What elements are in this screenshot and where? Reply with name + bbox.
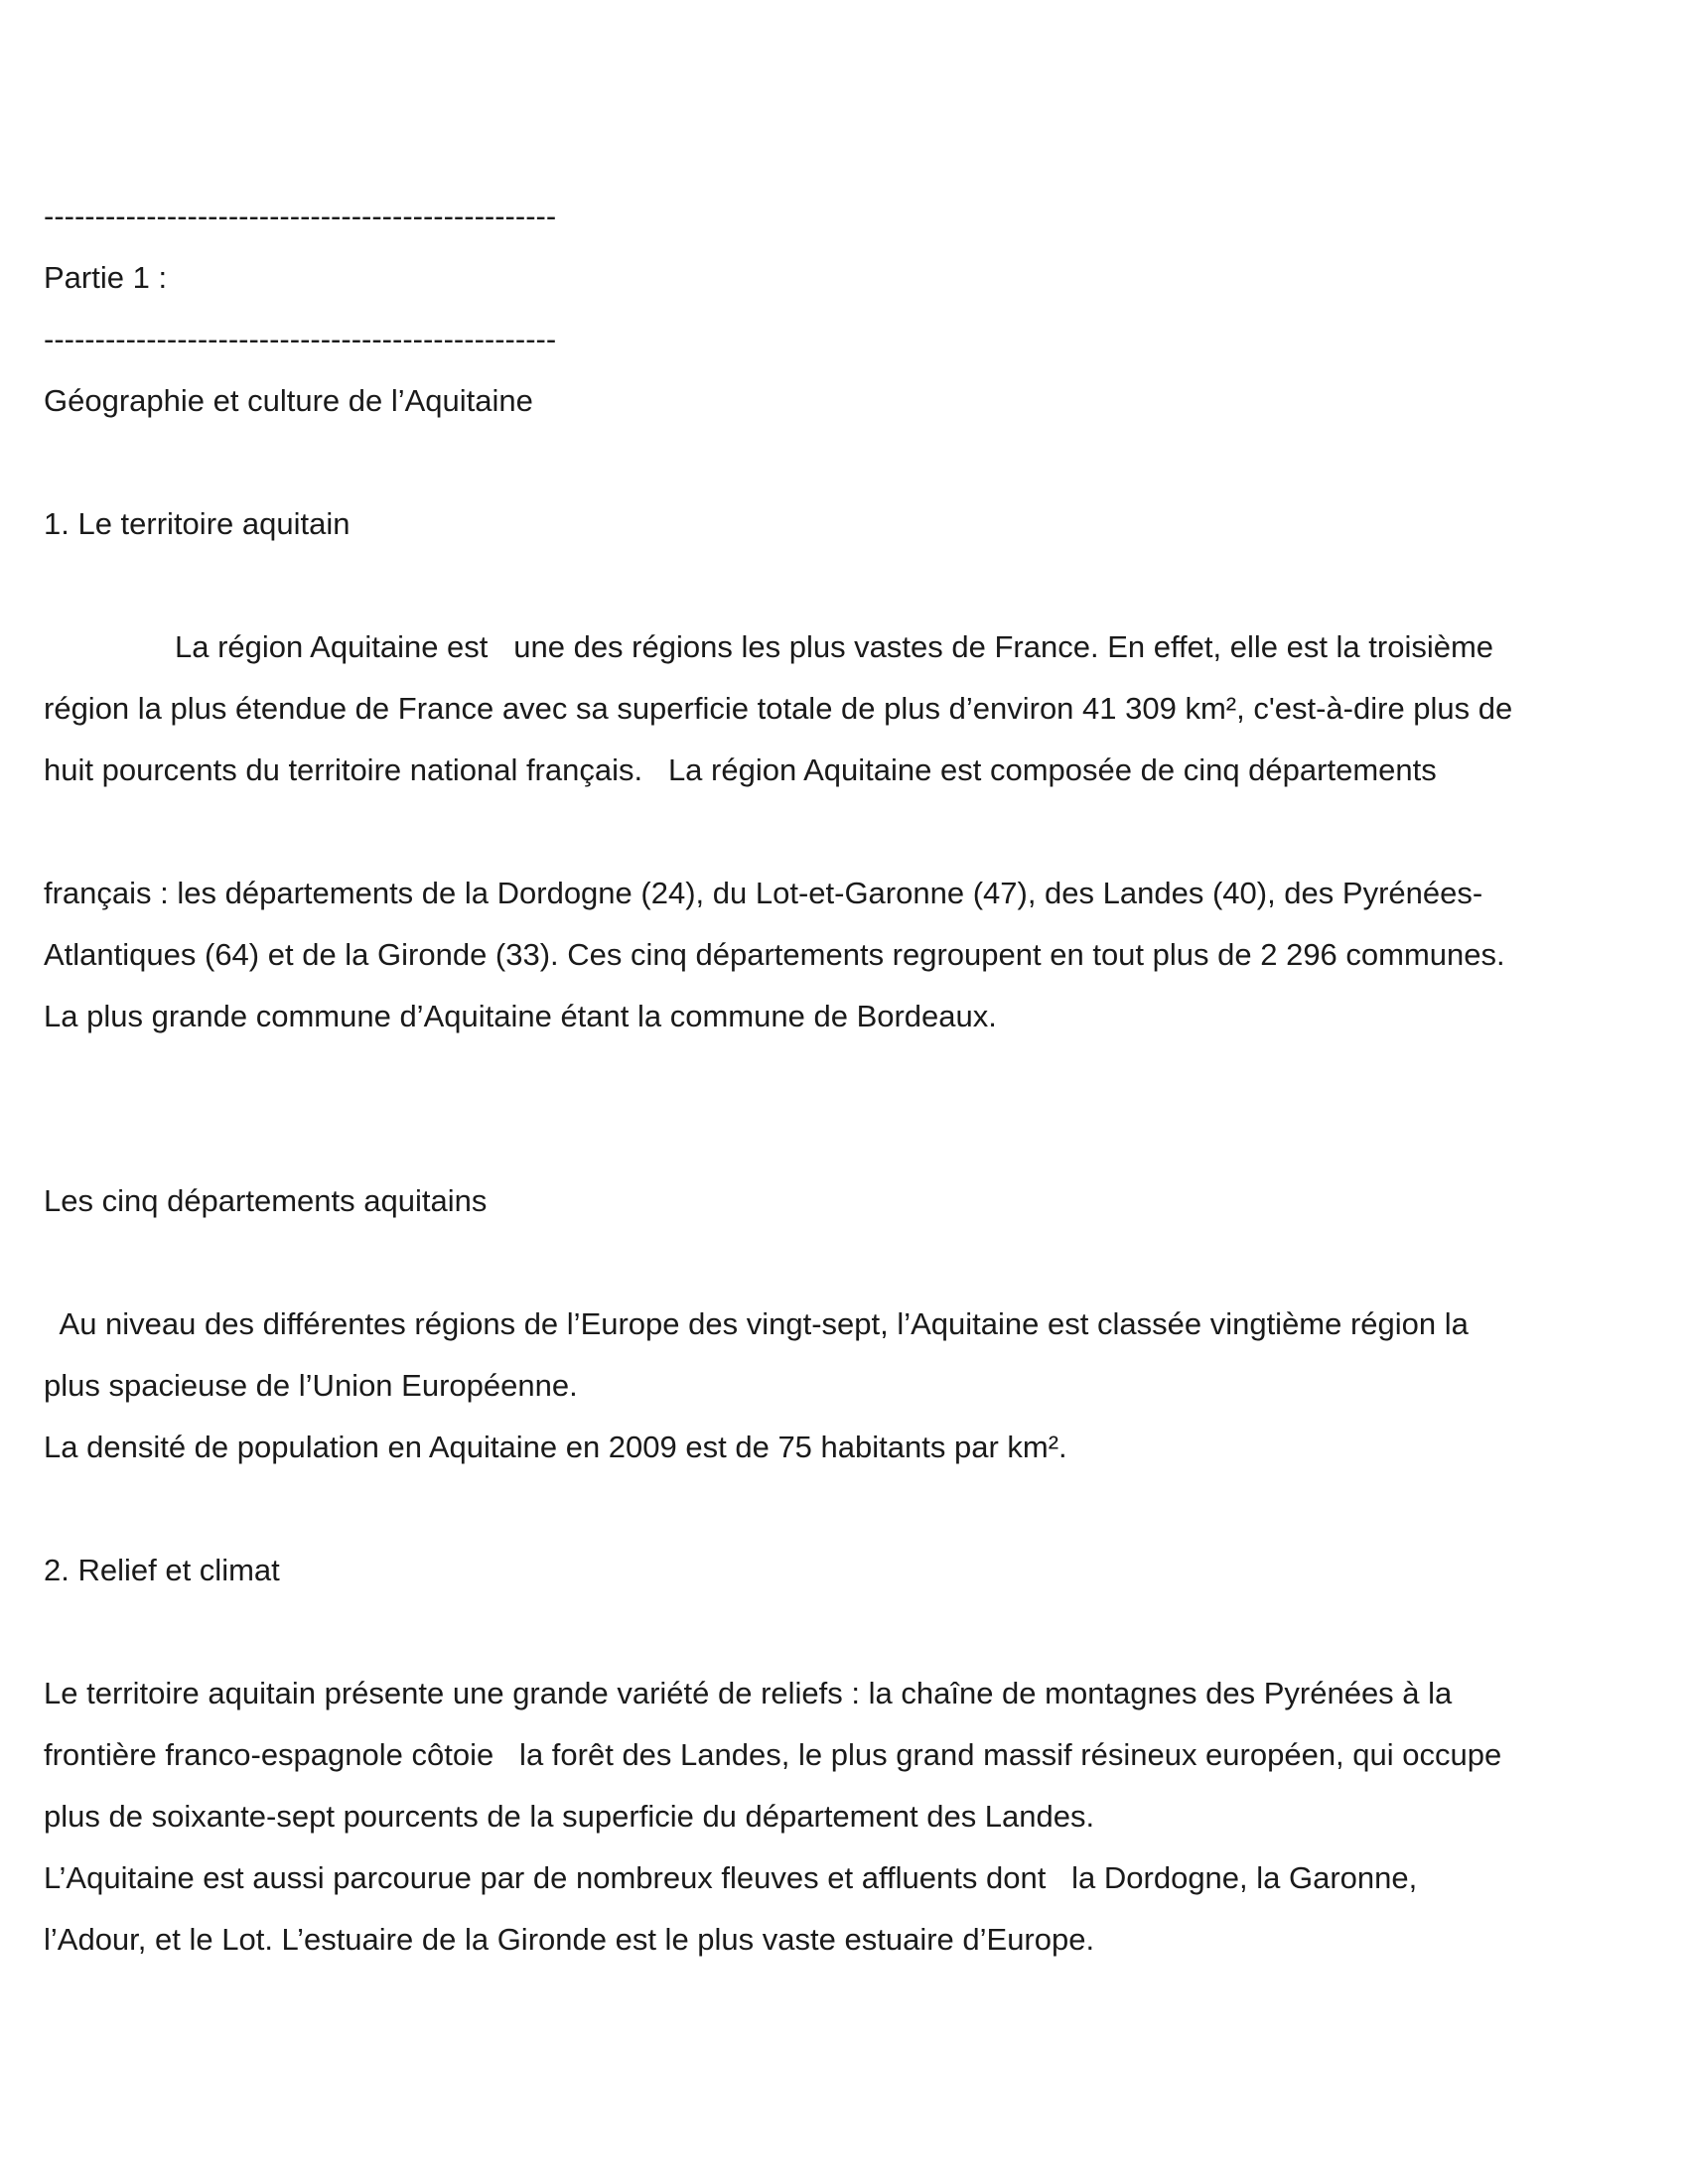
paragraph-line: l’Adour, et le Lot. L’estuaire de la Gironde est le plus vaste estuaire d’Europe. [44,1922,1095,1957]
departments-caption: Les cinq départements aquitains [44,1183,488,1218]
section1-heading: 1. Le territoire aquitain [44,506,351,541]
separator-bottom: -------------------------------------------------- [44,322,557,356]
document-page [44,186,1642,1971]
part-label: Partie 1 : [44,260,168,295]
paragraph-line: Au niveau des différentes régions de l’Europe des vingt-sept, l’Aquitaine est classée vingtième région la [44,1306,1469,1341]
separator-top: -------------------------------------------------- [44,199,557,233]
paragraph-line: région la plus étendue de France avec sa superficie totale de plus d’environ 41 309 km², c'est-à-dire plus de [44,691,1513,726]
section1-paragraph1 [44,616,1642,801]
paragraph-line: La région Aquitaine est une des régions les plus vastes de France. En effet, elle est la troisième [175,629,1494,664]
section1-paragraph2 [44,863,1642,1047]
paragraph-line: La densité de population en Aquitaine en 2009 est de 75 habitants par km². [44,1430,1067,1464]
paragraph-line: La plus grande commune d’Aquitaine étant la commune de Bordeaux. [44,999,997,1033]
paragraph-line: Le territoire aquitain présente une grande variété de reliefs : la chaîne de montagnes des Pyrénées à la [44,1676,1453,1710]
paragraph-line: L’Aquitaine est aussi parcourue par de nombreux fleuves et affluents dont la Dordogne, la Garonne, [44,1860,1418,1895]
paragraph-line: huit pourcents du territoire national français. La région Aquitaine est composée de cinq départements [44,752,1437,787]
paragraph-line: plus spacieuse de l’Union Européenne. [44,1368,578,1403]
paragraph-line: frontière franco-espagnole côtoie la forêt des Landes, le plus grand massif résineux européen, qui occupe [44,1737,1502,1772]
paragraph-line: Atlantiques (64) et de la Gironde (33). Ces cinq départements regroupent en tout plus de 2 296 communes. [44,937,1505,972]
section1-paragraph3 [44,1294,1642,1478]
paragraph-line: français : les départements de la Dordogne (24), du Lot-et-Garonne (47), des Landes (40), des Pyrénées- [44,876,1483,910]
part-title: Géographie et culture de l’Aquitaine [44,383,533,418]
section2-heading: 2. Relief et climat [44,1553,280,1587]
paragraph-line: plus de soixante-sept pourcents de la superficie du département des Landes. [44,1799,1095,1834]
section2-paragraph1 [44,1663,1642,1971]
